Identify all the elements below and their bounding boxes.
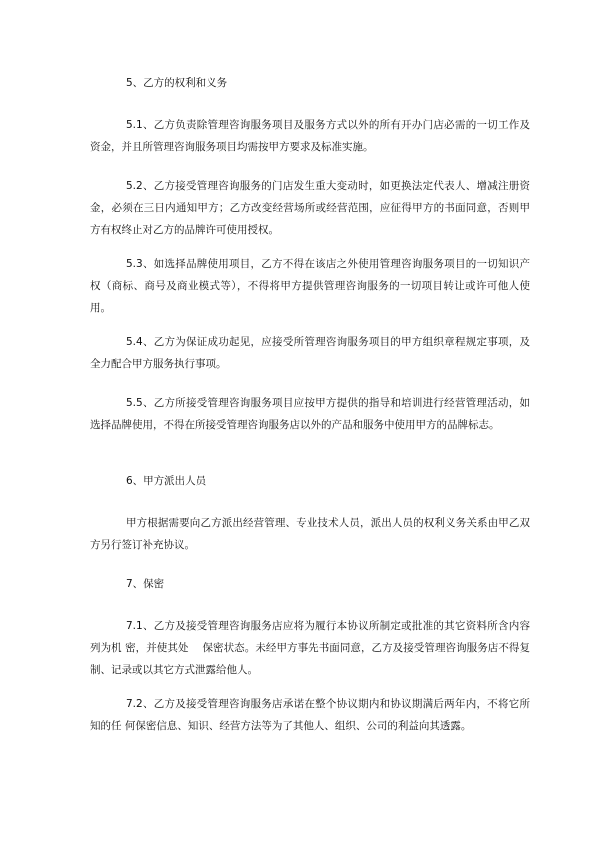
paragraph-5-4: 5.4、乙方为保证成功起见，应接受所管理咨询服务项目的甲方组织章程规定事项，及全力配合甲方服务执行事项。 [90, 336, 530, 370]
paragraph-6: 甲方根据需要向乙方派出经营管理、专业技术人员，派出人员的权利义务关系由甲乙双方另行签订补充协议。 [90, 517, 530, 551]
paragraph-5-5: 5.5、乙方所接受管理咨询服务项目应按甲方提供的指导和培训进行经营管理活动，如选择品牌使用，不得在所接受管理咨询服务店以外的产品和服务中使用甲方的品牌标志。 [90, 397, 530, 431]
section-heading-confidentiality: 7、保密 [126, 578, 165, 590]
section-heading-dispatched-personnel: 6、甲方派出人员 [126, 475, 207, 487]
paragraph-5-2: 5.2、乙方接受管理咨询服务的门店发生重大变动时，如更换法定代表人、增减注册资金，必须在三日内通知甲方；乙方改变经营场所或经营范围，应征得甲方的书面同意，否则甲方有权终止对乙方的品牌许可使用授权。 [90, 180, 530, 236]
section-heading-rights-obligations: 5、乙方的权利和义务 [126, 77, 228, 89]
paragraph-5-1: 5.1、乙方负责除管理咨询服务项目及服务方式以外的所有开办门店必需的一切工作及资金，并且所管理咨询服务项目均需按甲方要求及标准实施。 [90, 119, 530, 153]
paragraph-5-3: 5.3、如选择品牌使用项目，乙方不得在该店之外使用管理咨询服务项目的一切知识产权（商标、商号及商业模式等），不得将甲方提供管理咨询服务的一切项目转让或许可他人使用。 [90, 258, 530, 314]
paragraph-7-1: 7.1、乙方及接受管理咨询服务店应将为履行本协议所制定或批准的其它资料所含内容列为机 密，并使其处 保密状态。未经甲方事先书面同意，乙方及接受管理咨询服务店不得复制、记录或以其它方式泄露给他人。 [90, 620, 530, 676]
paragraph-7-2: 7.2、乙方及接受管理咨询服务店承诺在整个协议期内和协议期满后两年内，不将它所知的任 何保密信息、知识、经营方法等为了其他人、组织、公司的利益向其透露。 [90, 698, 530, 732]
